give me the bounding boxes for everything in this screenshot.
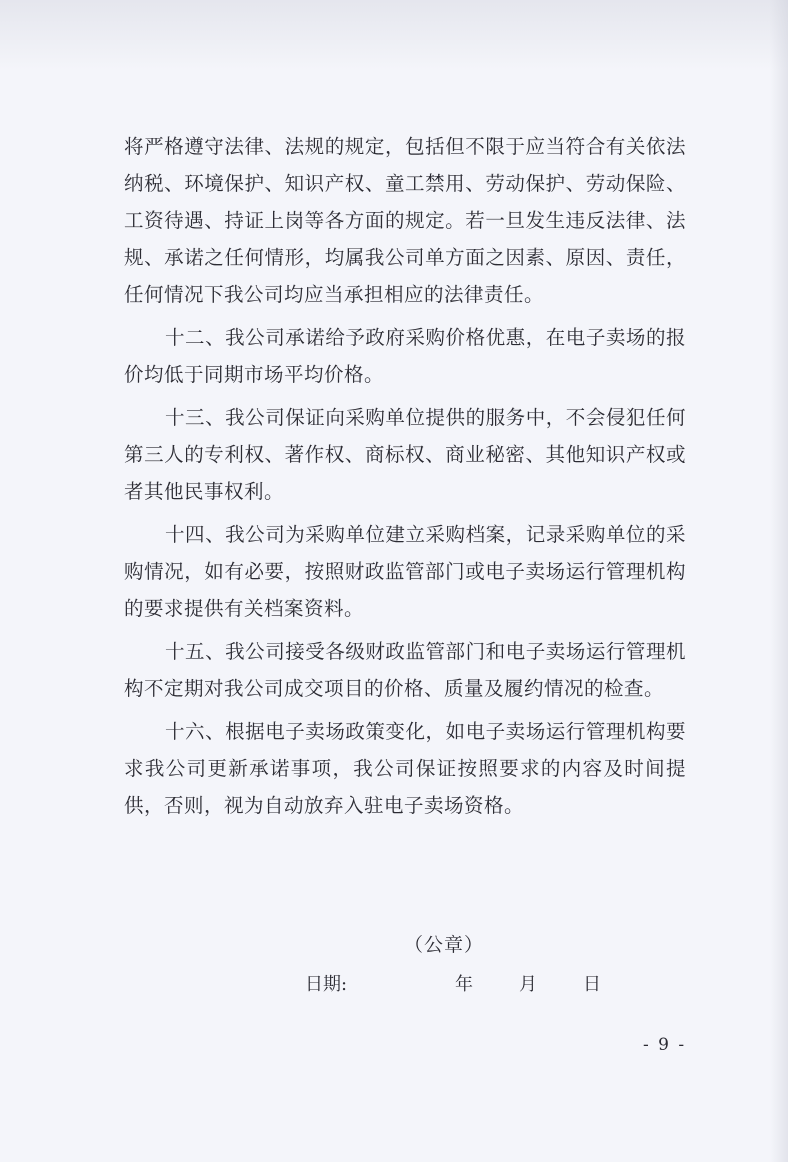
date-month: 月: [519, 974, 537, 995]
paragraph-clause-12: 十二、我公司承诺给予政府采购价格优惠，在电子卖场的报价均低于同期市场平均价格。: [124, 326, 686, 386]
paragraph-clause-13: 十三、我公司保证向采购单位提供的服务中，不会侵犯任何第三人的专利权、著作权、商标权、商业秘密、其他知识产权或者其他民事权利。: [124, 406, 686, 503]
document-body: [124, 128, 686, 824]
seal-label: （公章）: [404, 934, 485, 956]
paragraph-clause-14: 十四、我公司为采购单位建立采购档案，记录采购单位的采购情况，如有必要，按照财政监管部门或电子卖场运行管理机构的要求提供有关档案资料。: [124, 523, 686, 620]
paragraph-clause-16: 十六、根据电子卖场政策变化，如电子卖场运行管理机构要求我公司更新承诺事项，我公司保证按照要求的内容及时间提供，否则，视为自动放弃入驻电子卖场资格。: [124, 720, 686, 817]
scan-shadow-top: [0, 0, 788, 70]
paragraph-continuation: 将严格遵守法律、法规的规定，包括但不限于应当符合有关依法纳税、环境保护、知识产权、童工禁用、劳动保护、劳动保险、工资待遇、持证上岗等各方面的规定。若一旦发生违反法律、法规、承诺之任何情形，均属我公司单方面之因素、原因、责任，任何情况下我公司均应当承担相应的法律责任。: [124, 135, 686, 306]
scan-shadow-right: [770, 0, 788, 1162]
date-day: 日: [583, 974, 601, 995]
date-label: 日期:: [305, 974, 348, 995]
date-year: 年: [455, 974, 473, 995]
paragraph-clause-15: 十五、我公司接受各级财政监管部门和电子卖场运行管理机构不定期对我公司成交项目的价格、质量及履约情况的检查。: [124, 640, 686, 700]
page-number: - 9 -: [643, 1035, 687, 1055]
